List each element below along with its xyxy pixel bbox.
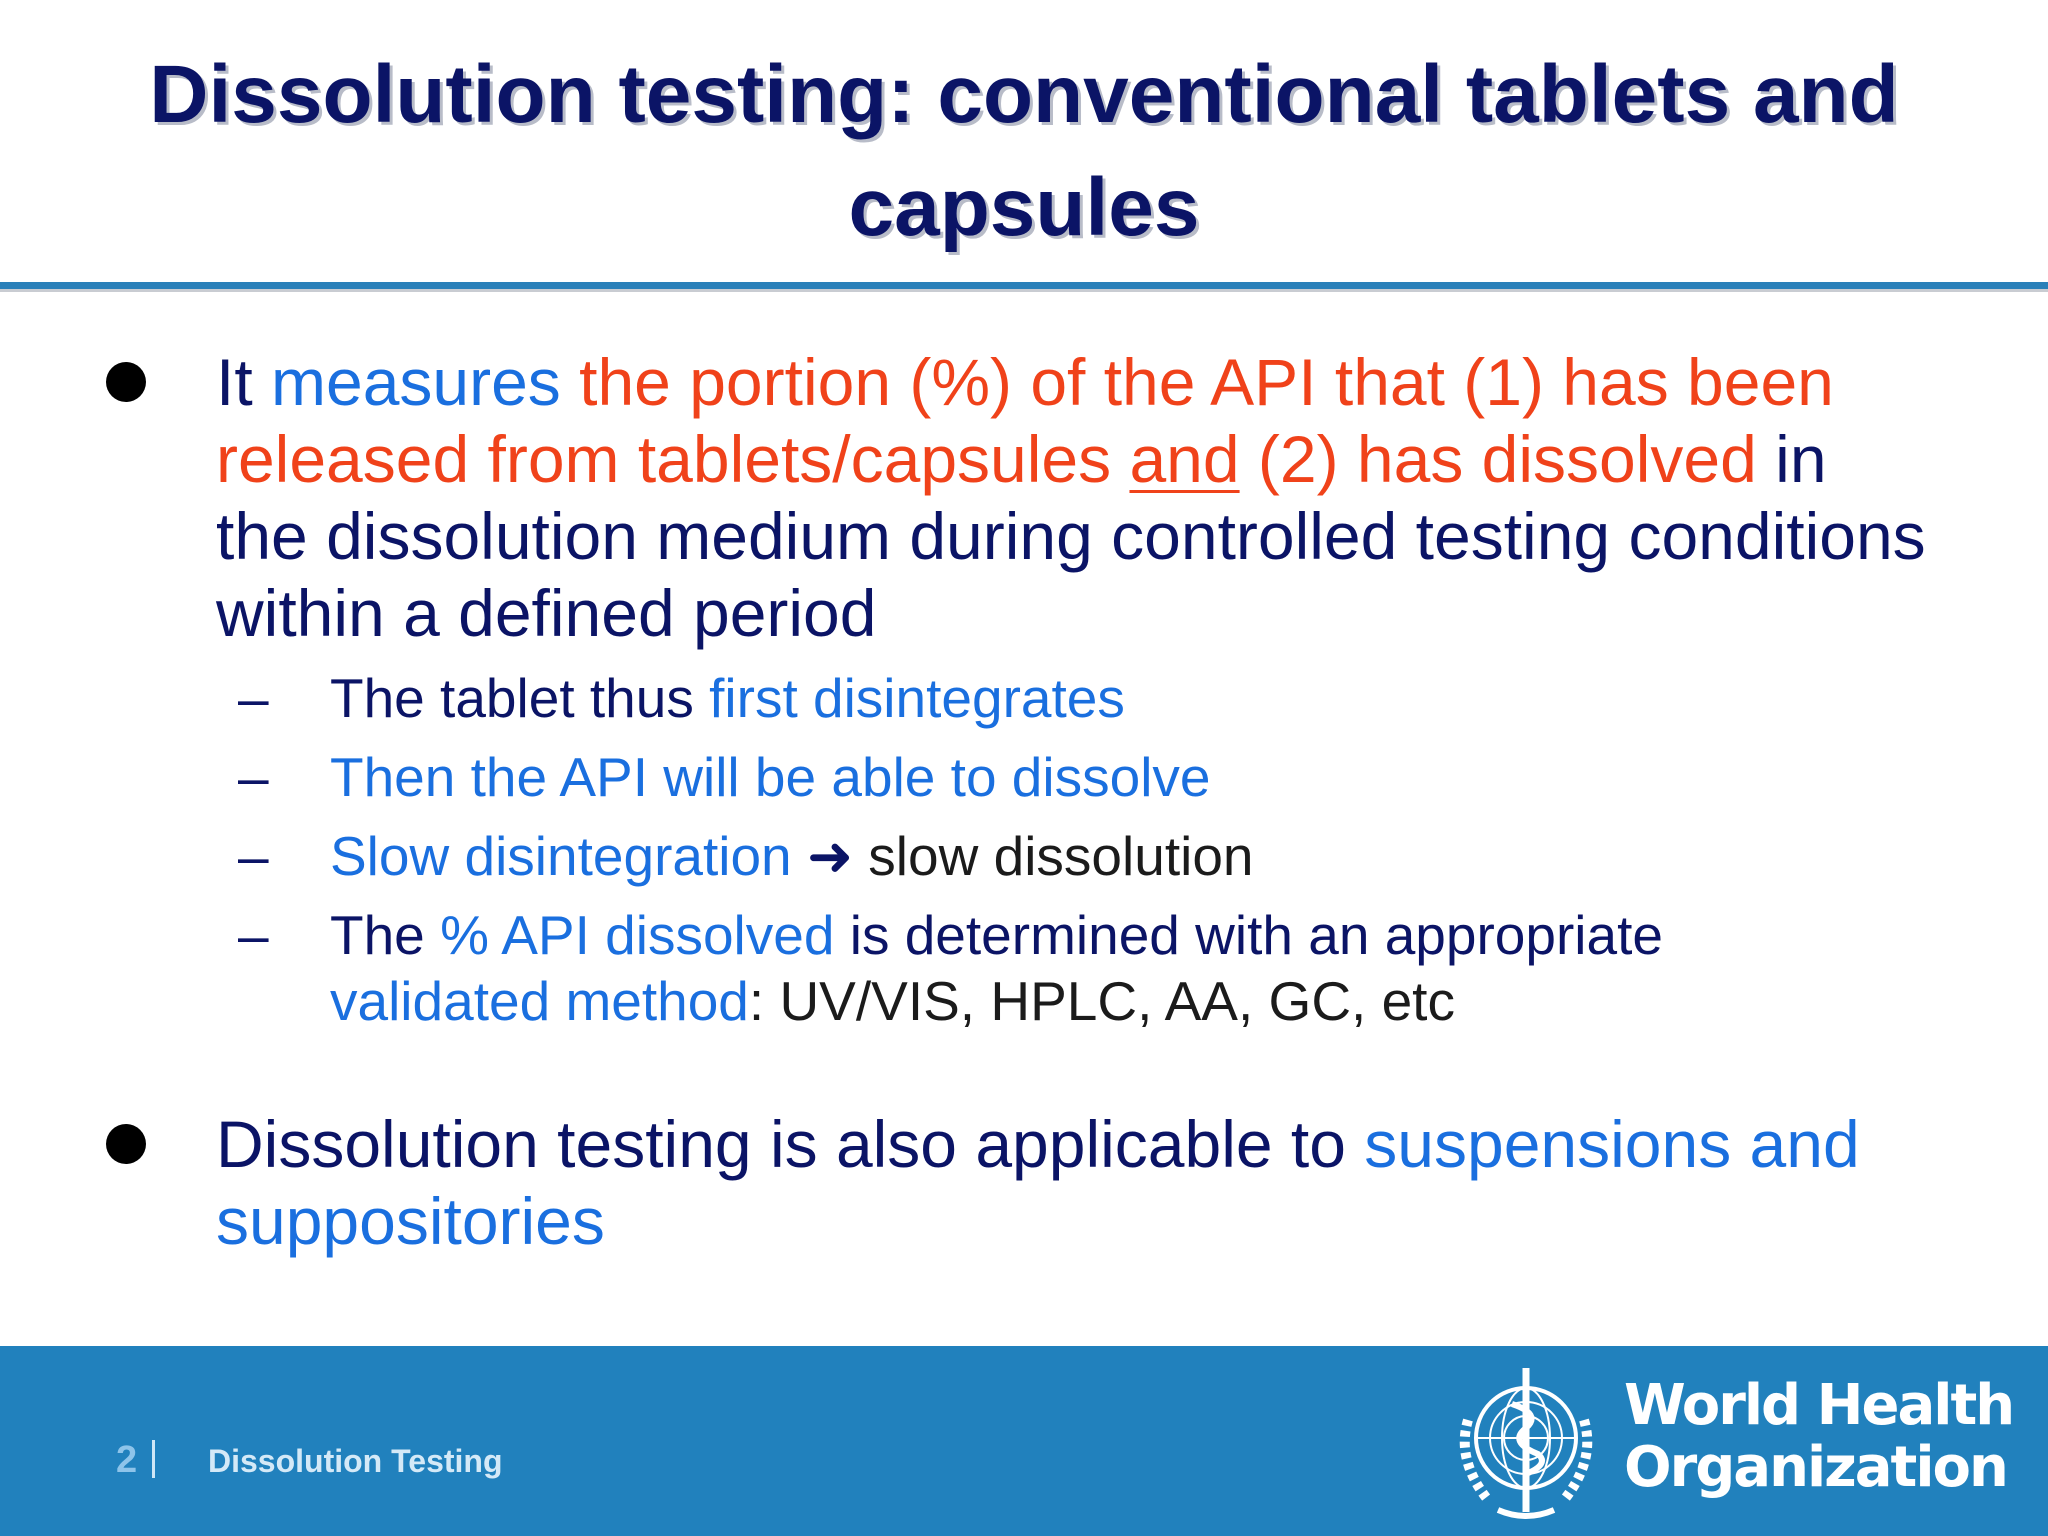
text-run: It [216,345,272,419]
text-run: % API dissolved [440,904,835,966]
text-run: suspensions and suppositories [216,1107,1860,1258]
page-number-divider [152,1440,155,1478]
bullet-icon [106,362,146,402]
sub-bullet-3-text [330,823,1830,889]
text-run: validated method [330,970,749,1032]
footer-label: Dissolution Testing [208,1443,503,1479]
bullet-icon [106,1124,146,1164]
title-divider-shadow [0,289,2048,292]
text-run: in the dissolution medium during controlled testing conditions within a defined period [216,422,1926,650]
text-run: measures [271,345,561,419]
who-wordmark [1624,1375,2044,1499]
text-run: The [330,904,441,966]
text-run: Dissolution testing is also applicable to [216,1107,1365,1181]
text-run: Then the API will be able to dissolve [330,746,1211,808]
text-run: slow dissolution [853,825,1254,887]
sub-bullet-dash: – [238,746,269,808]
page-number: 2 [116,1439,138,1481]
sub-bullet-dash: – [238,904,269,966]
sub-bullet-2-text [330,744,1830,810]
bullet-1-text [216,344,1936,652]
sub-bullet-4-text [330,902,1830,1034]
text-run: is determined with an appropriate [834,904,1663,966]
text-run: first disintegrates [709,667,1125,729]
who-emblem-icon [1438,1350,1614,1526]
text-run: the portion (%) of the API that (1) has been released from tablets/capsules [216,345,1834,496]
text-run: : UV/VIS, HPLC, AA, GC, etc [748,970,1455,1032]
who-wordmark-line-1: World Health [1624,1373,2014,1438]
text-run: Slow disintegration [330,825,807,887]
text-run: and [1129,422,1240,496]
slide-title: Dissolution testing: conventional tablets and capsules [149,49,1899,253]
sub-bullet-dash: – [238,825,269,887]
text-run: ➜ [806,825,854,887]
sub-bullet-dash: – [238,667,269,729]
text-run: The tablet thus [330,667,710,729]
bullet-2-text [216,1106,1936,1260]
sub-bullet-1-text [330,665,1830,731]
who-wordmark-line-2: Organization [1624,1435,2007,1500]
title-divider [0,282,2048,289]
text-run: (2) has dissolved [1239,422,1757,496]
